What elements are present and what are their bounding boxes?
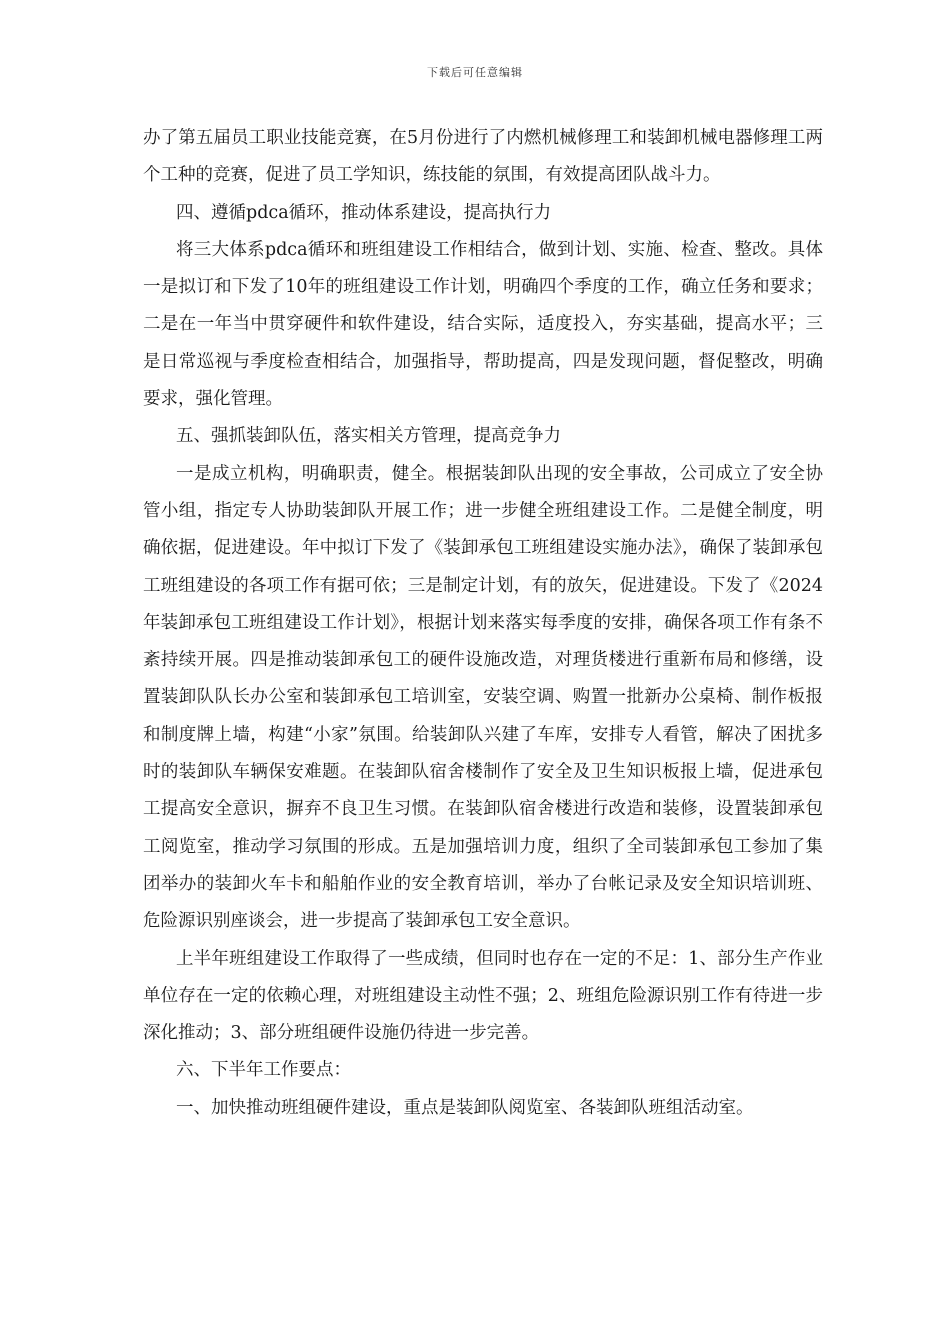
paragraph-pdca: 将三大体系pdca循环和班组建设工作相结合，做到计划、实施、检查、整改。具体一是拟订和下发了10年的班组建设工作计划，明确四个季度的工作，确立任务和要求；二是在一年当中贯穿硬件和软件建设，结合实际，适度投入，夯实基础，提高水平；三是日常巡视与季度检查相结合，加强指导，帮助提高，四是发现问题，督促整改，明确要求，强化管理。	[143, 239, 823, 410]
document-body	[143, 120, 823, 1127]
page-header: 下载后可任意编辑	[427, 66, 523, 79]
heading-section-five: 五、强抓装卸队伍，落实相关方管理，提高竞争力	[176, 426, 561, 447]
heading-section-six: 六、下半年工作要点：	[176, 1060, 351, 1081]
heading-section-four: 四、遵循pdca循环，推动体系建设，提高执行力	[176, 202, 552, 223]
paragraph-shortcomings: 上半年班组建设工作取得了一些成绩，但同时也存在一定的不足：1、部分生产作业单位存在一定的依赖心理，对班组建设主动性不强；2、班组危险源识别工作有待进一步深化推动；3、部分班组硬件设施仍待进一步完善。	[143, 948, 823, 1044]
paragraph-work-point-one: 一、加快推动班组硬件建设，重点是装卸队阅览室、各装卸队班组活动室。	[176, 1097, 754, 1118]
paragraph-contest: 办了第五届员工职业技能竞赛，在5月份进行了内燃机械修理工和装卸机械电器修理工两个工种的竞赛，促进了员工学知识，练技能的氛围，有效提高团队战斗力。	[143, 128, 823, 186]
paragraph-loading-team: 一是成立机构，明确职责，健全。根据装卸队出现的安全事故，公司成立了安全协管小组，指定专人协助装卸队开展工作；进一步健全班组建设工作。二是健全制度，明确依据，促进建设。年中拟订下发了《装卸承包工班组建设实施办法》，确保了装卸承包工班组建设的各项工作有据可依；三是制定计划，有的放矢，促进建设。下发了《2024年装卸承包工班组建设工作计划》，根据计划来落实每季度的安排，确保各项工作有条不紊持续开展。四是推动装卸承包工的硬件设施改造，对理货楼进行重新布局和修缮，设置装卸队队长办公室和装卸承包工培训室，安装空调、购置一批新办公桌椅、制作板报和制度牌上墙，构建“小家”氛围。给装卸队兴建了车库，安排专人看管，解决了困扰多时的装卸队车辆保安难题。在装卸队宿舍楼制作了安全及卫生知识板报上墙，促进承包工提高安全意识，摒弃不良卫生习惯。在装卸队宿舍楼进行改造和装修，设置装卸承包工阅览室，推动学习氛围的形成。五是加强培训力度，组织了全司装卸承包工参加了集团举办的装卸火车卡和船舶作业的安全教育培训，举办了台帐记录及安全知识培训班、危险源识别座谈会，进一步提高了装卸承包工安全意识。	[143, 463, 823, 932]
